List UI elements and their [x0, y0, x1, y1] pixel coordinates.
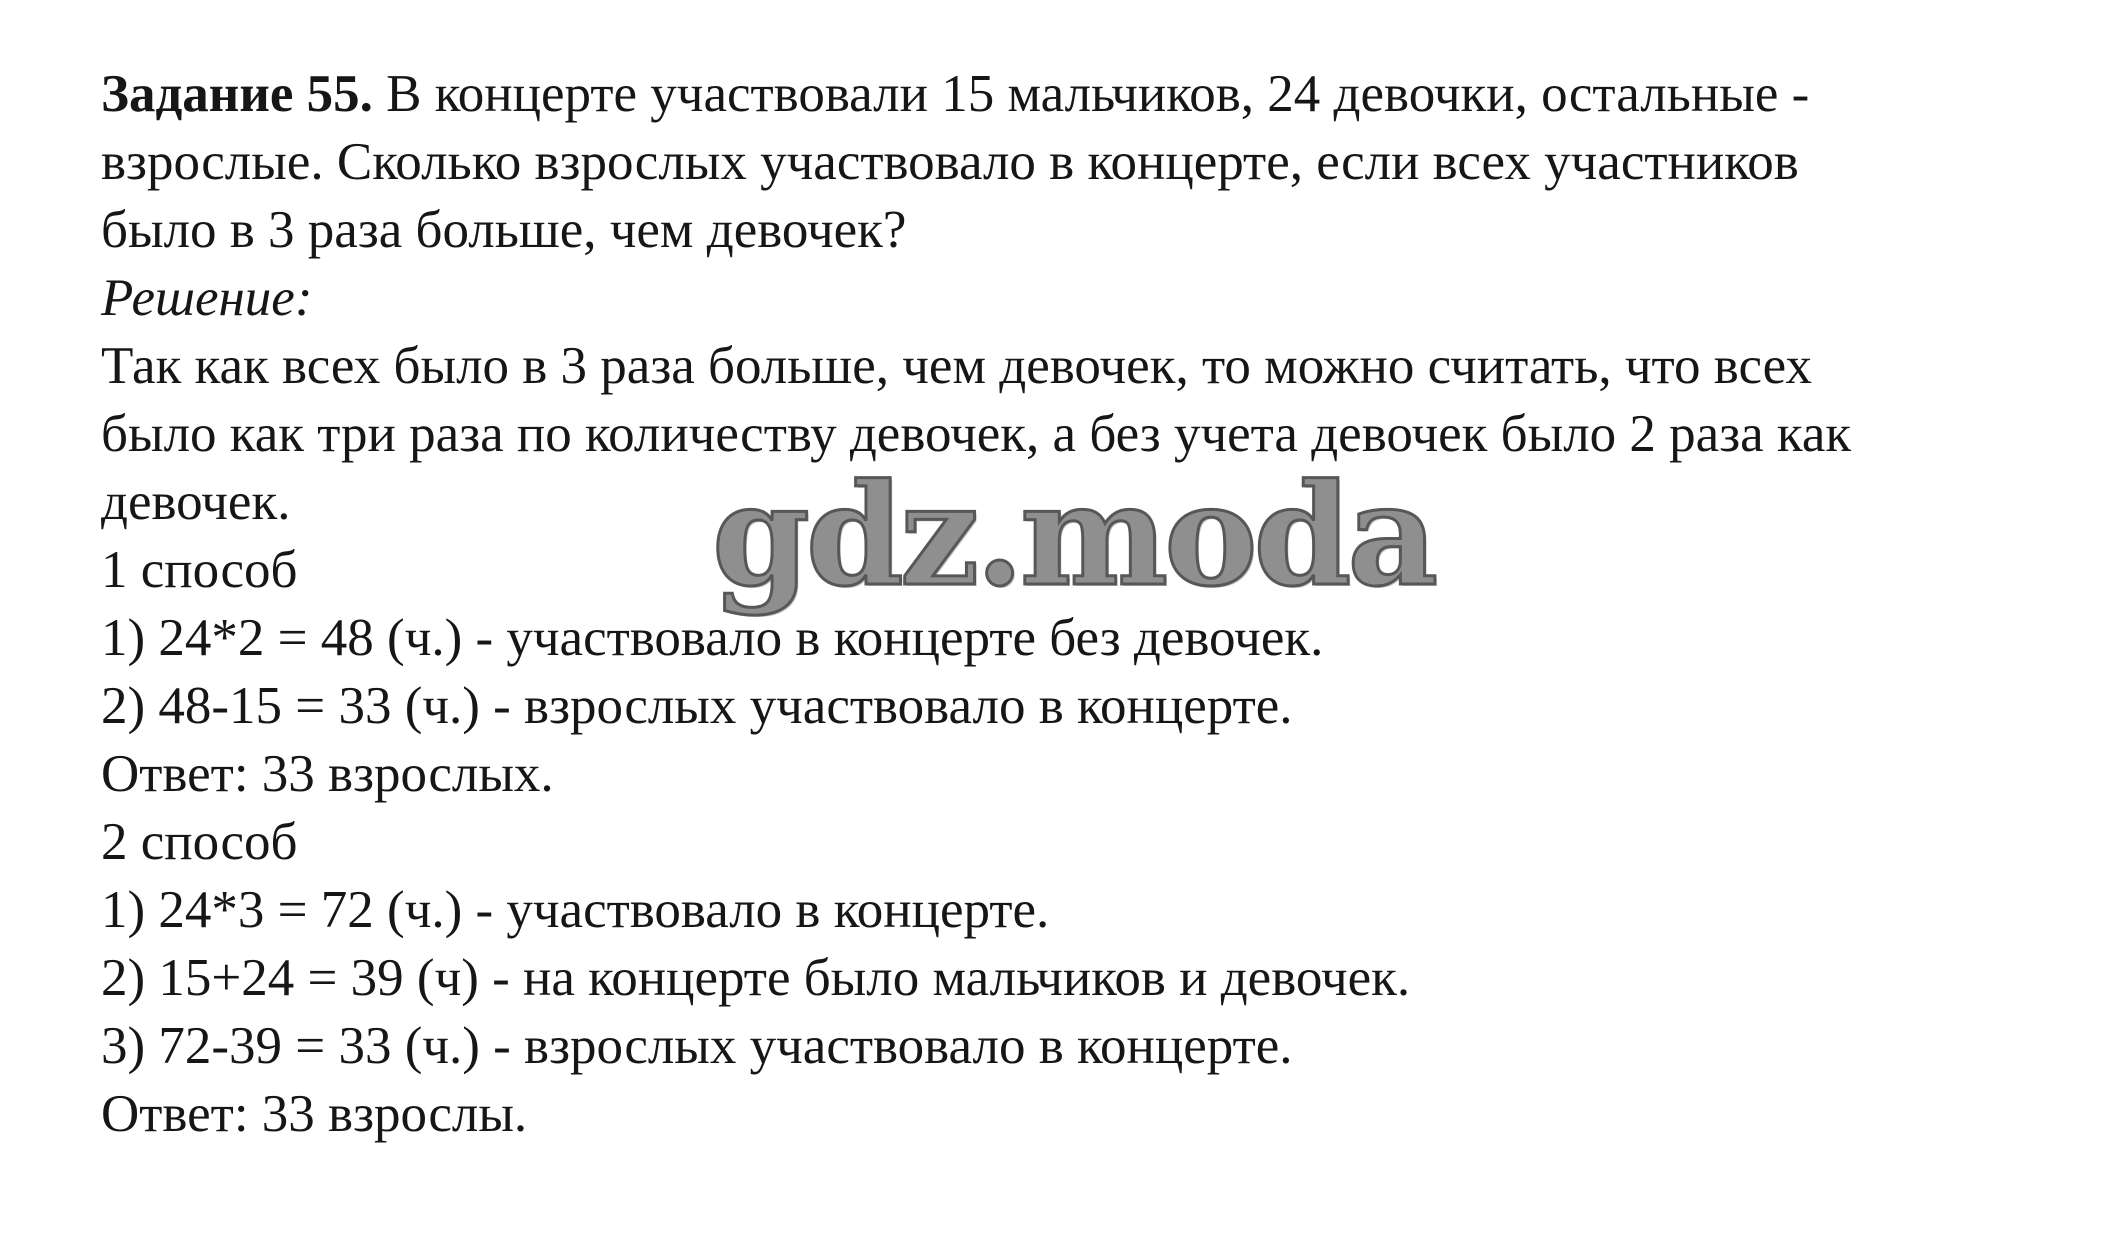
watermark-logo: gdz.moda [712, 454, 1435, 618]
task-title: Задание 55. [101, 65, 373, 123]
explanation-line: девочек. [101, 473, 291, 531]
method-1-heading: 1 способ [101, 541, 298, 599]
task-statement-text: В концерте участвовали 15 мальчиков, 24 девочки, остальные - [372, 65, 1810, 123]
method-2-step: 3) 72-39 = 33 (ч.) - взрослых участвовало в концерте. [101, 1017, 1293, 1075]
method-2-answer: Ответ: 33 взрослы. [101, 1085, 528, 1143]
method-2-heading: 2 способ [101, 813, 298, 871]
solution-label: Решение: [101, 269, 313, 327]
method-1-step: 1) 24*2 = 48 (ч.) - участвовало в концерте без девочек. [101, 609, 1324, 667]
explanation-line: Так как всех было в 3 раза больше, чем девочек, то можно считать, что всех [101, 337, 1812, 395]
method-1-step: 2) 48-15 = 33 (ч.) - взрослых участвовало в концерте. [101, 677, 1293, 735]
task-statement-line-2: взрослые. Сколько взрослых участвовало в концерте, если всех участников [101, 133, 1799, 191]
task-statement-line-3: было в 3 раза больше, чем девочек? [101, 201, 907, 259]
task-statement-line-1 [101, 60, 2091, 128]
method-2-step: 2) 15+24 = 39 (ч) - на концерте было мальчиков и девочек. [101, 949, 1411, 1007]
explanation-line: было как три раза по количеству девочек, а без учета девочек было 2 раза как [101, 405, 1852, 463]
method-2-step: 1) 24*3 = 72 (ч.) - участвовало в концерте. [101, 881, 1050, 939]
method-1-answer: Ответ: 33 взрослых. [101, 745, 554, 803]
